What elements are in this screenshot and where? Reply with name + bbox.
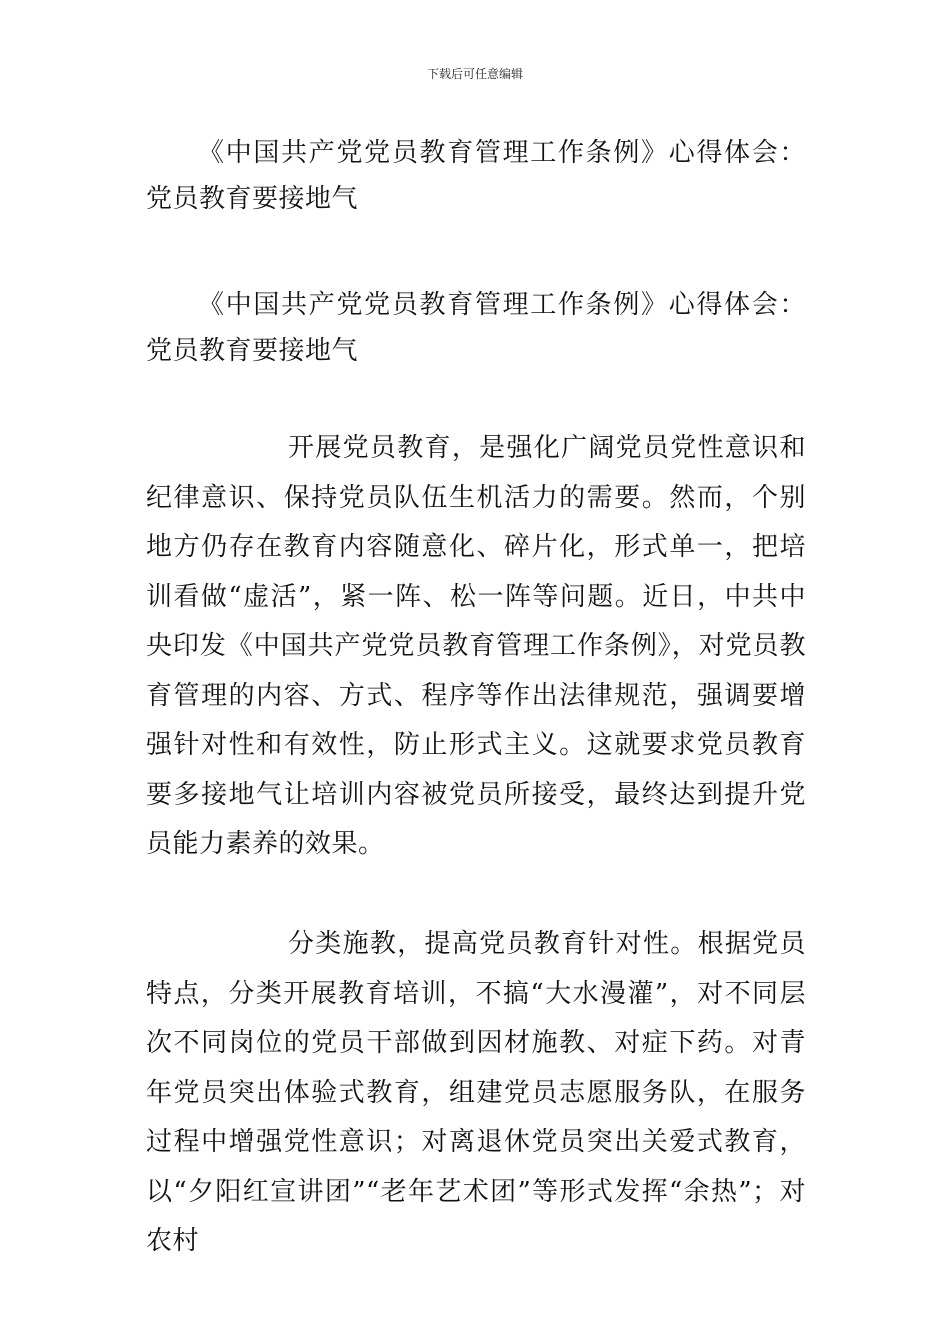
document-title-repeat: 《中国共产党党员教育管理工作条例》心得体会：党员教育要接地气 xyxy=(146,290,806,366)
document-title: 《中国共产党党员教育管理工作条例》心得体会：党员教育要接地气 xyxy=(146,138,806,214)
paragraph-classified-teaching: 分类施教，提高党员教育针对性。根据党员特点，分类开展教育培训，不搞“大水漫灌”，对不同层次不同岗位的党员干部做到因材施教、对症下药。对青年党员突出体验式教育，组建党员志愿服务队，在服务过程中增强党性意识；对离退休党员突出关爱式教育，以“夕阳红宣讲团”“老年艺术团”等形式发挥“余热”；对农村 xyxy=(146,929,806,1256)
header-note: 下载后可任意编辑 xyxy=(426,67,523,81)
paragraph-intro: 开展党员教育，是强化广阔党员党性意识和纪律意识、保持党员队伍生机活力的需要。然而，个别地方仍存在教育内容随意化、碎片化，形式单一，把培训看做“虚活”，紧一阵、松一阵等问题。近日，中共中央印发《中国共产党党员教育管理工作条例》，对党员教育管理的内容、方式、程序等作出法律规范，强调要增强针对性和有效性，防止形式主义。这就要求党员教育要多接地气让培训内容被党员所接受，最终达到提升党员能力素养的效果。 xyxy=(146,433,806,859)
